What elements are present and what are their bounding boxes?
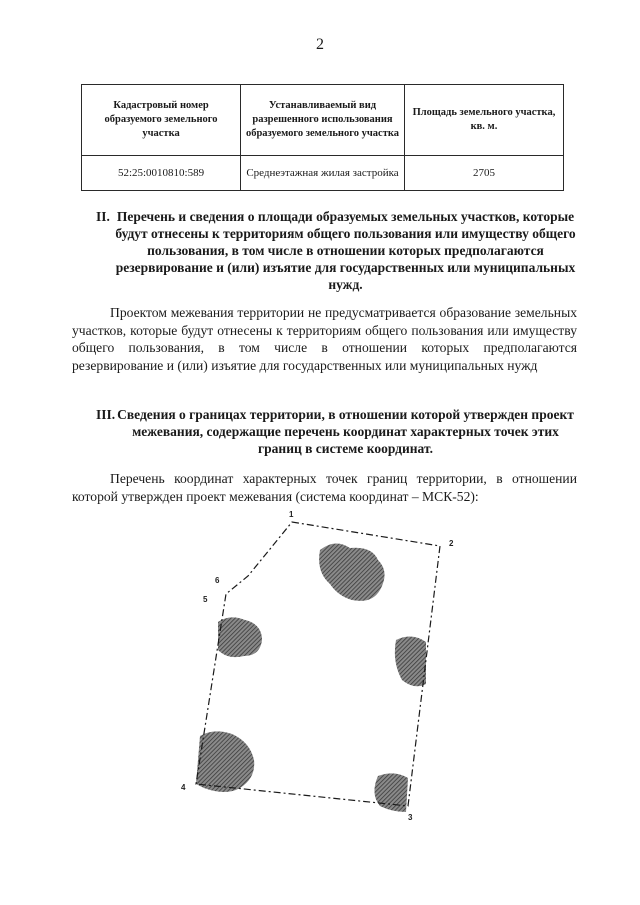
section-2-number: II. xyxy=(96,209,110,224)
header-cadastral-number: Кадастровый номер образуемого земельного участка xyxy=(82,85,241,156)
section-3-number: III. xyxy=(96,407,116,422)
point-label-4: 4 xyxy=(181,783,186,792)
point-label-1: 1 xyxy=(289,510,294,519)
section-2-title: Перечень и сведения о площади образуемых земельных участков, которые будут отнесены к территориям общего пользования или имуществу общего пользования, в том числе в отношении которых предполагаются резервирование и (или) изъятие для государственных или муниципальных нужд. xyxy=(115,209,576,292)
header-area: Площадь земельного участка, кв. м. xyxy=(404,85,563,156)
scan-artifacts xyxy=(196,543,426,812)
point-label-3: 3 xyxy=(408,813,413,822)
cell-cadastral-number: 52:25:0010810:589 xyxy=(82,156,241,191)
point-label-2: 2 xyxy=(449,539,454,548)
cell-permitted-use: Среднеэтажная жилая застройка xyxy=(241,156,405,191)
section-3-body: Перечень координат характерных точек границ территории, в отношении которой утвержден проект межевания (система координат – МСК-52): xyxy=(72,471,577,504)
point-label-6: 6 xyxy=(215,576,220,585)
section-3-title: Сведения о границах территории, в отношении которой утвержден проект межевания, содержащие перечень координат характерных точек этих границ в системе координат. xyxy=(117,407,574,456)
point-label-5: 5 xyxy=(203,595,208,604)
header-permitted-use: Устанавливаемый вид разрешенного использования образуемого земельного участка xyxy=(241,85,405,156)
cell-area: 2705 xyxy=(404,156,563,191)
page-number: 2 xyxy=(316,36,324,53)
section-2-body: Проектом межевания территории не предусматривается образование земельных участков, которые будут отнесены к территориям общего пользования или имуществу общего пользования, в том числе в отношении которых предполагаются резервирование и (или) изъятие для государственных или муниципальных нужд xyxy=(72,305,577,373)
